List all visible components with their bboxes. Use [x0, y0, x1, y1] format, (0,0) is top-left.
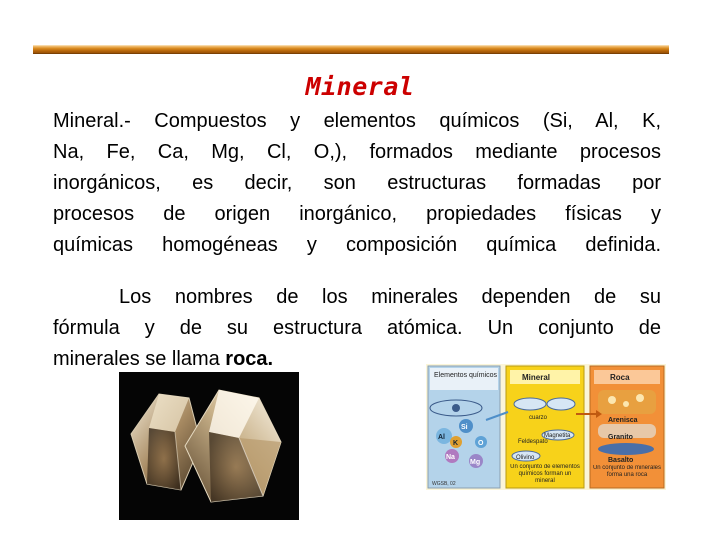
- rock-grain-icon: [636, 394, 644, 402]
- rock-grain-icon: [623, 401, 629, 407]
- rock-label: Granito: [608, 434, 633, 441]
- definition-line: inorgánicos, es decir, son estructuras formadas por: [53, 172, 661, 194]
- rock-label: Basalto: [608, 457, 634, 464]
- col1-title: Elementos químicos: [434, 372, 498, 379]
- rock-line: fórmula y de su estructura atómica. Un conjunto de: [53, 317, 661, 339]
- definition-line: Na, Fe, Ca, Mg, Cl, O,), formados mediante procesos: [53, 141, 661, 163]
- slide-title: Mineral: [305, 72, 415, 101]
- rock-label: Arenisca: [608, 417, 638, 424]
- element-k-label: K: [453, 440, 459, 447]
- definition-line: procesos de origen inorgánico, propiedades físicas y: [53, 203, 661, 225]
- elements-mineral-rock-diagram: [426, 364, 666, 490]
- element-mg-label: Mg: [470, 459, 481, 466]
- rock-sample: [598, 443, 654, 455]
- definition-paragraph: [53, 106, 661, 261]
- atom-nucleus-icon: [452, 404, 460, 412]
- header-rule: [33, 45, 669, 54]
- rock-line-text: minerales se llama: [53, 348, 226, 370]
- diagram-canvas: [426, 364, 666, 490]
- element-al-label: Al: [438, 434, 445, 441]
- diagram-credit: WGSB, 02: [432, 481, 456, 487]
- rock-term: roca.: [225, 348, 274, 370]
- col2-title: Mineral: [522, 373, 551, 382]
- mineral-caption-box: [508, 464, 582, 488]
- mineral-label: Magnetita: [544, 433, 571, 439]
- quartz-crystal-illustration: [119, 372, 299, 520]
- mineral-label: Olivino: [516, 455, 535, 461]
- rock-paragraph: [53, 282, 661, 375]
- rock-caption: Un conjunto de minerales forma una roca: [592, 465, 662, 478]
- rock-line: Los nombres de los minerales dependen de su: [119, 286, 661, 308]
- mineral-shape: [514, 398, 546, 410]
- element-na-label: Na: [446, 454, 455, 461]
- mineral-label: Feldespato: [518, 439, 548, 445]
- mineral-caption: Un conjunto de elementos químicos forman un mineral: [510, 464, 580, 484]
- mineral-label: cuarzo: [529, 415, 548, 421]
- rock-grain-icon: [608, 396, 616, 404]
- definition-line: Mineral.- Compuestos y elementos químicos (Si, Al, K,: [53, 110, 661, 132]
- col3-title: Roca: [610, 373, 630, 382]
- element-si-label: Si: [461, 424, 468, 431]
- element-o-label: O: [478, 440, 484, 447]
- definition-line: químicas homogéneas y composición química definida.: [53, 234, 661, 256]
- quartz-crystal-photo: [119, 372, 299, 520]
- rock-caption-box: [592, 465, 662, 488]
- mineral-shape: [547, 398, 575, 410]
